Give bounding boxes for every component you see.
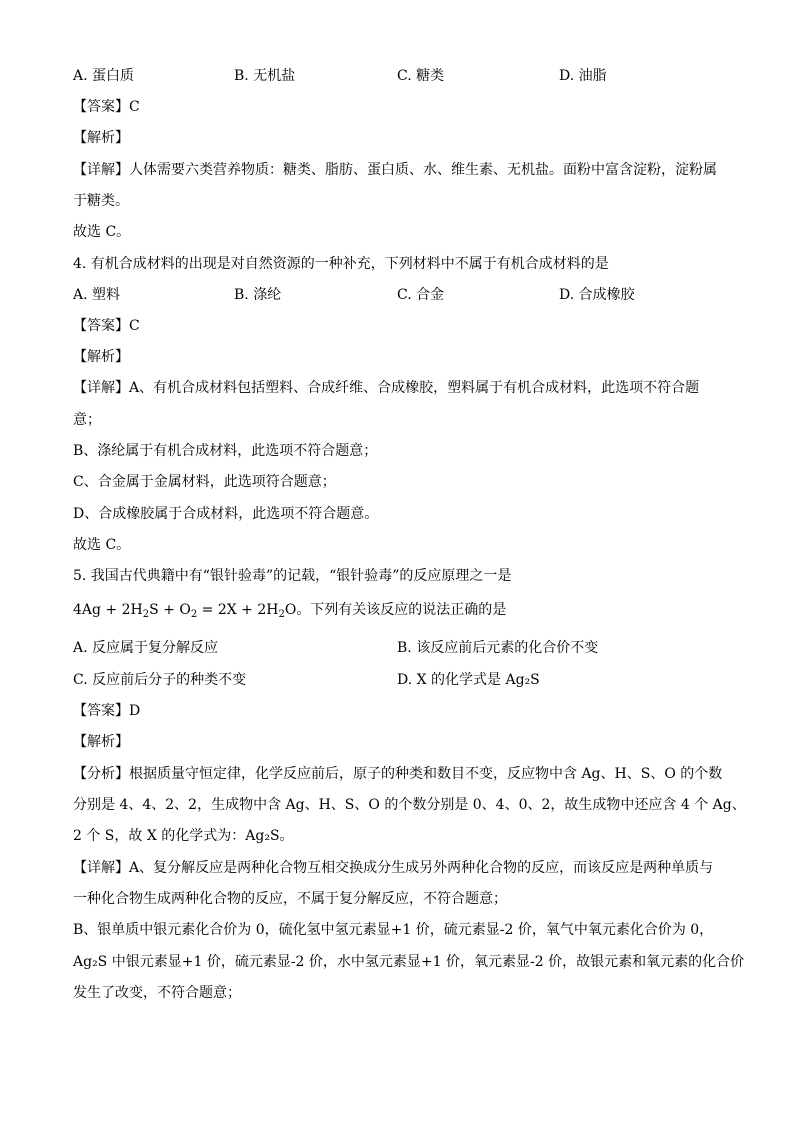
q5-detail-b-line-1: B、银单质中银元素化合价为 0，硫化氢中氢元素显+1 价，硫元素显-2 价，氧气中氧元素化合价为 0， [73, 922, 714, 938]
q4-conclusion: 故选 C。 [73, 537, 131, 553]
q4-detail-d: D、合成橡胶属于合成材料，此选项不符合题意。 [73, 506, 379, 522]
q5-option-c: C. 反应前后分子的种类不变 [73, 672, 247, 688]
q4-option-d: D. 合成橡胶 [559, 287, 635, 303]
q5-fenxi-line-2: 分别是 4、4、2、2，生成物中含 Ag、H、S、O 的个数分别是 0、4、0、2，故生成物中还应含 4 个 Ag、 [73, 797, 746, 813]
q5-detail-line-1: 【详解】A、复分解反应是两种化合物互相交换成分生成另外两种化合物的反应，而该反应是两种单质与 [73, 860, 714, 876]
q3-option-a: A. 蛋白质 [73, 68, 135, 84]
reaction-equation: $4Ag + 2H_2S + O_2 = 2X + 2H_2O$ [73, 602, 297, 620]
q5-stem-tail: 。下列有关该反应的说法正确的是 [296, 602, 507, 618]
q4-stem: 4. 有机合成材料的出现是对自然资源的一种补充，下列材料中不属于有机合成材料的是 [73, 256, 609, 272]
q3-analysis-heading: 【解析】 [73, 130, 129, 146]
q4-detail-c: C、合金属于金属材料，此选项符合题意； [73, 474, 336, 490]
q3-conclusion: 故选 C。 [73, 224, 131, 240]
q5-answer: 【答案】D [73, 703, 141, 719]
q4-analysis-heading: 【解析】 [73, 349, 129, 365]
q3-option-c: C. 糖类 [397, 68, 445, 84]
q5-option-a: A. 反应属于复分解反应 [73, 640, 219, 656]
q4-option-a: A. 塑料 [73, 287, 121, 303]
q5-option-b: B. 该反应前后元素的化合价不变 [397, 640, 599, 656]
q5-detail-b-line-3: 发生了改变，不符合题意； [73, 985, 241, 1001]
q5-stem-line-1: 5. 我国古代典籍中有“银针验毒”的记载，“银针验毒”的反应原理之一是 [73, 568, 512, 584]
q4-detail-line-2: 意； [73, 412, 101, 428]
q4-option-c: C. 合金 [397, 287, 445, 303]
q4-detail-line-1: 【详解】A、有机合成材料包括塑料、合成纤维、合成橡胶，塑料属于有机合成材料，此选项不符合题 [73, 380, 700, 396]
q5-fenxi-line-3: 2 个 S，故 X 的化学式为：Ag₂S。 [73, 828, 294, 844]
q3-detail-line-1: 【详解】人体需要六类营养物质：糖类、脂肪、蛋白质、水、维生素、无机盐。面粉中富含淀粉，淀粉属 [73, 162, 717, 178]
q3-option-d: D. 油脂 [559, 68, 607, 84]
q5-analysis-heading: 【解析】 [73, 734, 129, 750]
q3-answer: 【答案】C [73, 99, 140, 115]
q5-option-d: D. X 的化学式是 Ag₂S [397, 672, 540, 688]
q3-detail-line-2: 于糖类。 [73, 193, 129, 209]
q4-answer: 【答案】C [73, 318, 140, 334]
q5-stem-line-2 [73, 600, 506, 620]
q5-detail-line-2: 一种化合物生成两种化合物的反应，不属于复分解反应，不符合题意； [73, 891, 507, 907]
q5-fenxi-line-1: 【分析】根据质量守恒定律，化学反应前后，原子的种类和数目不变，反应物中含 Ag、H、S、O 的个数 [73, 766, 723, 782]
q5-detail-b-line-2: Ag₂S 中银元素显+1 价，硫元素显-2 价，水中氢元素显+1 价，氧元素显-2 价，故银元素和氧元素的化合价 [73, 954, 745, 970]
q3-option-b: B. 无机盐 [234, 68, 296, 84]
q4-detail-b: B、涤纶属于有机合成材料，此选项不符合题意； [73, 443, 378, 459]
q4-option-b: B. 涤纶 [234, 287, 282, 303]
